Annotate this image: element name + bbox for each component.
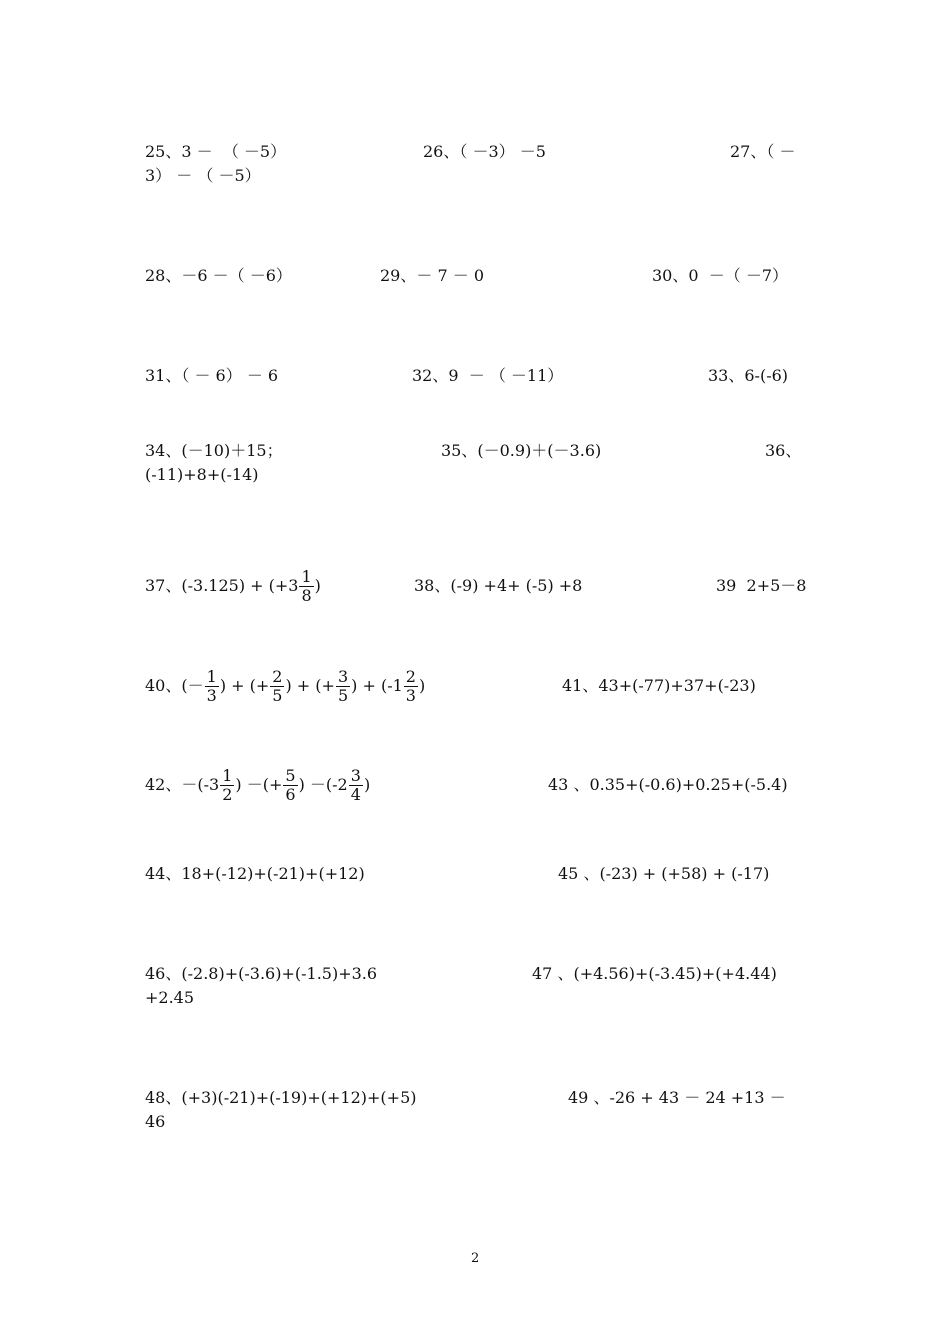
problem-expression: (-2.8)+(-3.6)+(-1.5)+3.6 bbox=[181, 964, 378, 983]
denominator: 2 bbox=[222, 785, 233, 804]
problem-expression: （ － bbox=[766, 142, 796, 161]
numerator: 3 bbox=[350, 766, 361, 785]
problem-number: 48、 bbox=[145, 1088, 182, 1107]
problem-expression: (-23) + (+58) + (-17) bbox=[599, 864, 770, 883]
problem-27 bbox=[730, 142, 795, 162]
problem-expression: 0 －（ －7） bbox=[688, 266, 788, 285]
problem-37 bbox=[145, 566, 321, 606]
expression-part: ) + (+ bbox=[285, 676, 335, 695]
problem-35 bbox=[441, 441, 601, 461]
problem-number: 33、 bbox=[708, 366, 745, 385]
denominator: 3 bbox=[206, 686, 217, 705]
problem-expression: (+4.56)+(-3.45)+(+4.44) bbox=[573, 964, 777, 983]
expression-part: (－ bbox=[181, 676, 204, 695]
problem-number: 38、 bbox=[414, 576, 451, 595]
problem-46 bbox=[145, 964, 377, 984]
problem-number: 46、 bbox=[145, 964, 182, 983]
problem-number: 26、 bbox=[423, 142, 460, 161]
problem-expression: （ － 6） － 6 bbox=[181, 366, 279, 385]
problem-expression: 3 － （ －5） bbox=[181, 142, 287, 161]
problem-number: 34、 bbox=[145, 441, 182, 460]
expression-part: ) bbox=[363, 775, 371, 794]
problem-number: 32、 bbox=[412, 366, 449, 385]
page-number: 2 bbox=[471, 1251, 480, 1266]
problem-45 bbox=[558, 864, 769, 884]
problem-34 bbox=[145, 441, 283, 461]
problem-25 bbox=[145, 142, 286, 162]
problem-number: 30、 bbox=[652, 266, 689, 285]
problem-39 bbox=[716, 576, 806, 596]
problem-number: 44、 bbox=[145, 864, 182, 883]
problem-number: 42、 bbox=[145, 775, 182, 794]
problem-number: 43 、 bbox=[548, 775, 590, 794]
fraction bbox=[404, 669, 418, 704]
problem-36: 36、 bbox=[765, 441, 802, 460]
problem-number: 49 、 bbox=[568, 1088, 610, 1107]
problem-36-expression: (-11)+8+(-14) bbox=[145, 465, 259, 484]
expression-part: ) －(-2 bbox=[298, 775, 348, 794]
problem-26 bbox=[423, 142, 546, 162]
numerator: 5 bbox=[285, 766, 296, 785]
problem-30 bbox=[652, 266, 788, 286]
expression-part: ) －(+ bbox=[235, 775, 283, 794]
fraction bbox=[220, 768, 234, 803]
numerator: 1 bbox=[301, 567, 312, 586]
denominator: 4 bbox=[350, 785, 361, 804]
problem-number: 41、 bbox=[562, 676, 599, 695]
problem-49-continued: 46 bbox=[145, 1112, 166, 1131]
denominator: 5 bbox=[337, 686, 349, 705]
problem-number: 40、 bbox=[145, 676, 182, 695]
denominator: 6 bbox=[285, 785, 296, 804]
problem-expression: 18+(-12)+(-21)+(+12) bbox=[181, 864, 365, 883]
problem-expression: 9 － （ －11） bbox=[448, 366, 564, 385]
denominator: 3 bbox=[405, 686, 416, 705]
denominator: 8 bbox=[301, 586, 312, 605]
problem-29 bbox=[380, 266, 484, 286]
problem-expression-end: ) bbox=[314, 576, 321, 595]
problem-expression: － 7 － 0 bbox=[416, 266, 484, 285]
problem-expression: (+3)(-21)+(-19)+(+12)+(+5) bbox=[181, 1088, 417, 1107]
problem-expression: (－0.9)＋(－3.6) bbox=[477, 441, 602, 460]
numerator: 3 bbox=[337, 667, 349, 686]
fraction bbox=[336, 669, 350, 704]
problem-expression: 2+5－8 bbox=[746, 576, 807, 595]
problem-number: 25、 bbox=[145, 142, 182, 161]
problem-expression: －6 －（ －6） bbox=[181, 266, 292, 285]
expression-part: ) + (-1 bbox=[351, 676, 403, 695]
problem-expression: (-3.125) + (+3 bbox=[181, 576, 299, 595]
problem-33 bbox=[708, 366, 788, 386]
problem-46-continued: +2.45 bbox=[145, 988, 195, 1007]
fraction bbox=[283, 768, 297, 803]
numerator: 2 bbox=[272, 667, 283, 686]
problem-32 bbox=[412, 366, 563, 386]
fraction bbox=[349, 768, 363, 803]
problem-27-continued: 3） － （ －5） bbox=[145, 166, 261, 185]
problem-47 bbox=[532, 964, 777, 984]
fraction bbox=[270, 669, 284, 704]
problem-41 bbox=[562, 676, 756, 696]
problem-expression: （ －3） －5 bbox=[459, 142, 546, 161]
problem-31 bbox=[145, 366, 278, 386]
problem-42 bbox=[145, 765, 370, 805]
problem-expression: 6-(-6) bbox=[744, 366, 789, 385]
problem-44 bbox=[145, 864, 365, 884]
expression-part: ) bbox=[418, 676, 426, 695]
expression-part: －(-3 bbox=[181, 775, 220, 794]
numerator: 2 bbox=[405, 667, 416, 686]
numerator: 1 bbox=[222, 766, 233, 785]
problem-number: 28、 bbox=[145, 266, 182, 285]
problem-expression: (-9) +4+ (-5) +8 bbox=[450, 576, 583, 595]
problem-number: 29、 bbox=[380, 266, 417, 285]
problem-number: 37、 bbox=[145, 576, 182, 595]
problem-40 bbox=[145, 666, 425, 706]
problem-38 bbox=[414, 576, 582, 596]
problem-expression: (－10)＋15； bbox=[181, 441, 283, 460]
fraction bbox=[299, 569, 313, 604]
problem-49 bbox=[568, 1088, 786, 1108]
problem-43 bbox=[548, 775, 788, 795]
problem-48 bbox=[145, 1088, 416, 1108]
problem-number: 45 、 bbox=[558, 864, 600, 883]
problem-number: 35、 bbox=[441, 441, 478, 460]
expression-part: ) + (+ bbox=[219, 676, 270, 695]
problem-expression: 43+(-77)+37+(-23) bbox=[598, 676, 756, 695]
problem-expression: 0.35+(-0.6)+0.25+(-5.4) bbox=[589, 775, 788, 794]
fraction bbox=[205, 669, 219, 704]
problem-number: 27、 bbox=[730, 142, 767, 161]
denominator: 5 bbox=[272, 686, 283, 705]
problem-number: 47 、 bbox=[532, 964, 574, 983]
problem-28 bbox=[145, 266, 292, 286]
problem-number: 39 bbox=[716, 576, 737, 595]
numerator: 1 bbox=[206, 667, 217, 686]
problem-number: 31、 bbox=[145, 366, 182, 385]
problem-expression: -26 + 43 － 24 +13 － bbox=[609, 1088, 786, 1107]
